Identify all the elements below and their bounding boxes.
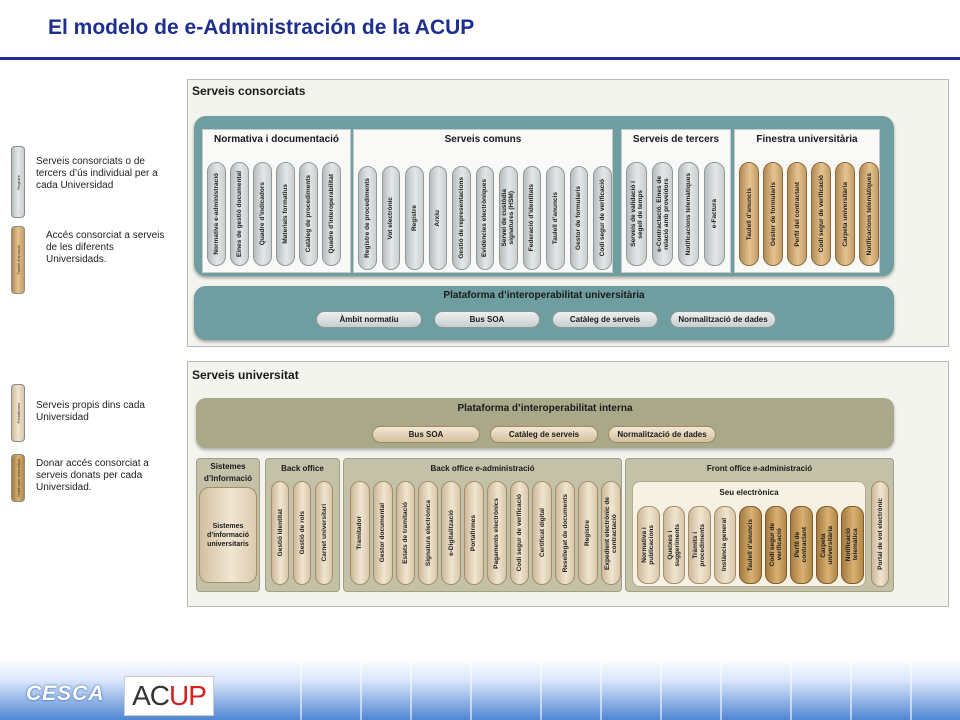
pill-registre (405, 166, 424, 270)
pill-codi-segur-de-verificacio (510, 481, 530, 585)
pill-cataleg-de-procediments (299, 162, 318, 266)
pill-label: Notificacions telemàtiques (685, 172, 692, 256)
pill-perfil-del-contractant (787, 162, 807, 266)
group-items (358, 162, 612, 270)
pill-label: Normativa i publicacions (641, 525, 656, 565)
pill-label: Tramitador (356, 516, 364, 550)
consorciats-panel (187, 79, 949, 347)
pill-label: e-Digitalització (447, 510, 455, 556)
pill-e-digitalitzacio (441, 481, 461, 585)
pill-registre-de-procediments (358, 166, 377, 270)
pill-gestio-de-representacions (452, 166, 471, 270)
pill-label: Expedient electrònic de contractació (603, 496, 618, 570)
legend-swatch-gold: Notificació telemàtica (11, 454, 25, 502)
pill-serveis-de-validacio-i-segell-de-temps (626, 162, 647, 266)
pill-label: Carnet universitari (320, 504, 328, 562)
legend-text: Serveis propis dins cada Universidad (36, 400, 145, 423)
pill-label: Pagaments electrònics (493, 497, 501, 569)
pill-label: Normativa e-administració (213, 173, 220, 255)
pill-carnet-universitari (315, 481, 333, 585)
group-back-office (265, 458, 340, 592)
pill-label: Materials formatius (282, 184, 289, 244)
pill-label: Codi segur de verificació (768, 523, 783, 567)
pill-notificacio-telematica (841, 506, 864, 584)
group-back-office-e (343, 458, 622, 592)
pill-label: Codi segur de verificació (515, 494, 523, 572)
pill-label: e-Contractació. Eines de relació amb proveïdors (655, 176, 670, 252)
pill-arxiu (429, 166, 448, 270)
pill-portal-vot: Portal de vot electrònic (871, 481, 889, 587)
group-items (637, 506, 864, 584)
pill-label: Catàleg de procediments (305, 175, 312, 253)
platform-item: Bus SOA (434, 311, 540, 328)
pill-codi-segur-de-verificacio (811, 162, 831, 266)
pill-label: Servei de custòdia signatures (HSM) (501, 189, 516, 247)
pill-label: Queixes i suggeriments (666, 523, 681, 567)
pill-portafirmes (464, 481, 484, 585)
pill-label: Registre de procediments (363, 178, 371, 258)
pill-label: Portafirmes (470, 514, 478, 552)
group-title: Back office (281, 464, 324, 473)
pill-evidencies-electroniques (476, 166, 495, 270)
pill-label: e-Factura (711, 199, 718, 229)
pill-expedient-electronic-de-contractacio (601, 481, 621, 585)
pill-gestor-documental (373, 481, 393, 585)
pill-pagaments-electronics (487, 481, 507, 585)
cesca-logo: CESCA (26, 682, 105, 705)
pill-label: Gestió de representacions (457, 177, 465, 259)
pill-gestor-de-formularis (570, 166, 589, 270)
group-items (739, 162, 879, 266)
group-items (207, 162, 341, 266)
pill-codi-segur-de-verificacio (593, 166, 612, 270)
pill-label: Quadre d’interoperabilitat (328, 174, 335, 254)
pill-label: Gestor documental (379, 503, 387, 563)
platform-item: Normalització de dades (608, 426, 716, 443)
pill-taulell-d-anuncis (739, 162, 759, 266)
pill-label: Codi segur de verificació (598, 179, 606, 257)
group-finestra (734, 129, 880, 273)
universitat-panel (187, 361, 949, 607)
universitat-platform (196, 398, 894, 448)
pill-label: Resellegat de documents (561, 493, 569, 573)
legend-swatch-tan: Portafirmes (11, 384, 25, 442)
pill-label: Instància general (721, 518, 729, 572)
pill-tramitador (350, 481, 370, 585)
legend-text: Donar accés consorciat a serveis donats per cada Universidad. (36, 458, 149, 493)
pill-label: Gestió Identitat (276, 509, 284, 557)
pill-label: Perfil de contractant (794, 527, 809, 563)
pill-label: Registre (584, 519, 592, 546)
pill-label: Serveis de validació i segell de temps (629, 181, 644, 247)
page-title: El modelo de e-Administración de la ACUP (48, 16, 475, 39)
pill-label: Carpeta universitària (841, 181, 849, 247)
group-title: Finestra universitària (756, 134, 858, 145)
pill-taulell-d-anuncis (739, 506, 762, 584)
pill-label: Codi segur de verificació (817, 175, 825, 253)
pill-label: Quadre d’indicadors (259, 182, 266, 246)
pill-label: Eines de gestió documental (236, 171, 243, 257)
pill-label: Taulell d’anuncis (746, 518, 754, 572)
pill-normativa-i-publicacions (637, 506, 660, 584)
pill-label: Gestor de formularis (769, 182, 777, 246)
pill-signatura-electronica (418, 481, 438, 585)
pill-label: Taulell d’anuncis (551, 191, 559, 245)
pill-label: Evidències electròniques (481, 178, 489, 258)
seu-electronica (632, 481, 866, 587)
pill-gestor-de-formularis (763, 162, 783, 266)
pill-eines-de-gestio-documental (230, 162, 249, 266)
platform-item: Normalització de dades (670, 311, 776, 328)
pill-gestio-identitat (271, 481, 289, 585)
title-divider (0, 57, 960, 60)
pill-label: Registre (410, 204, 418, 231)
platform-title: Plataforma d’interoperabilitat universitària (443, 290, 645, 301)
pill-label: Notificacions telemàtiques (865, 172, 873, 256)
acup-logo: ACUP (124, 676, 214, 716)
pill-notificacions-telematiques (678, 162, 699, 266)
pill-label: Gestió de rols (298, 511, 306, 555)
pill-materials-formatius (276, 162, 295, 266)
pill-label: Federació d’identitats (528, 184, 536, 252)
group-title: Normativa i documentació (213, 134, 340, 145)
pill-e-factura (704, 162, 725, 266)
group-serveis-tercers (621, 129, 731, 273)
pill-e-contractacio-eines-de-relacio-amb-proveidors (652, 162, 673, 266)
pill-tramits-i-procediments (688, 506, 711, 584)
platform-title: Plataforma d’interoperabilitat interna (457, 403, 633, 414)
pill-instancia-general (714, 506, 737, 584)
group-serveis-comuns (353, 129, 613, 273)
pill-label: Notificació telemàtica (845, 528, 860, 562)
group-sistemes-informacio (196, 458, 260, 592)
pill-label: Signatura electrònica (424, 499, 432, 567)
pill-label: Gestor de formularis (575, 186, 583, 250)
pill-label: Taulell d’anuncis (745, 187, 753, 241)
pill-codi-segur-de-verificacio (765, 506, 788, 584)
pill-estats-de-tramitacio (396, 481, 416, 585)
legend-text: Accés consorciat a serveis de les diferents Universidads. (46, 230, 165, 265)
group-title: Serveis de tercers (632, 134, 720, 145)
pill-resellegat-de-documents (555, 481, 575, 585)
sistemes-box: Sistemes d’informació universitaris (199, 487, 257, 583)
pill-queixes-i-suggeriments (663, 506, 686, 584)
pill-federacio-d-identitats (523, 166, 542, 270)
pill-carpeta-universitaria (835, 162, 855, 266)
pill-notificacions-telematiques (859, 162, 879, 266)
group-title: Front office e-administració (706, 464, 813, 473)
pill-vot-electronic (382, 166, 401, 270)
pill-label: Arxiu (434, 209, 442, 227)
platform-item: Catàleg de serveis (490, 426, 598, 443)
pill-carpeta-universitaria (816, 506, 839, 584)
universitat-title: Serveis universitat (192, 368, 299, 382)
group-front-office-e (625, 458, 894, 592)
pill-certificat-digital (532, 481, 552, 585)
pill-servei-de-custodia-signatures-hsm (499, 166, 518, 270)
pill-quadre-d-indicadors (253, 162, 272, 266)
group-items (271, 481, 333, 585)
group-normativa (202, 129, 351, 273)
legend-swatch-orange: Taulell d’anuncis (11, 226, 25, 294)
pill-label: Perfil del contractant (793, 181, 801, 247)
pill-taulell-d-anuncis (546, 166, 565, 270)
consorciats-title: Serveis consorciats (192, 84, 306, 98)
pill-label: Tràmits i procediments (692, 523, 707, 567)
pill-perfil-de-contractant (790, 506, 813, 584)
pill-quadre-d-interoperabilitat (322, 162, 341, 266)
group-title: Back office e-administració (430, 464, 535, 473)
legend-swatch-grey: Registre (11, 146, 25, 218)
platform-item: Catàleg de serveis (552, 311, 658, 328)
legend-text: Serveis consorciats o de tercers d’ús individual per a cada Universidad (36, 156, 158, 191)
consorciats-platform (194, 286, 894, 340)
group-title: Sistemes d’Informació (203, 462, 252, 483)
group-items (350, 481, 621, 585)
pill-label: Certificat digital (538, 508, 546, 558)
pill-gestio-de-rols (293, 481, 311, 585)
pill-label: Estats de tramitació (401, 502, 409, 564)
pill-normativa-e-administracio (207, 162, 226, 266)
group-title: Serveis comuns (444, 134, 522, 145)
pill-label: Carpeta universitària (819, 525, 834, 565)
group-items (626, 162, 725, 266)
platform-item: Àmbit normatiu (316, 311, 422, 328)
pill-label: Vot electrònic (387, 196, 395, 240)
pill-registre (578, 481, 598, 585)
seu-title: Seu electrònica (719, 488, 779, 497)
platform-item: Bus SOA (372, 426, 480, 443)
